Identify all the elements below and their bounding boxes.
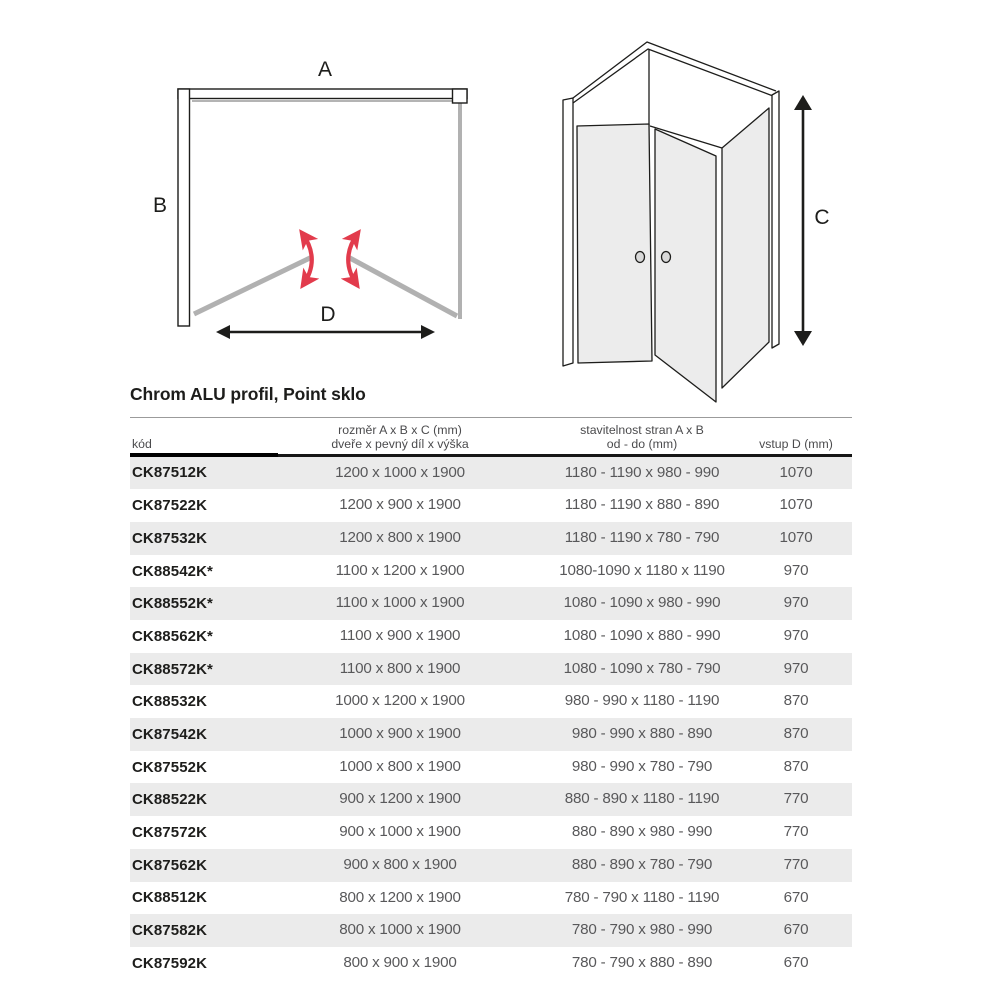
door-swing-arrows: [302, 233, 358, 285]
dimension-value: 1000 x 800 x 1900: [339, 757, 461, 775]
dimension-value: 1200 x 800 x 1900: [339, 528, 461, 546]
dimension-value: 1200 x 1000 x 1900: [335, 463, 465, 481]
product-code: CK87512K: [132, 464, 208, 482]
entry-width-value: 1070: [779, 463, 813, 481]
table-row: [130, 849, 852, 882]
product-code: CK88532K: [132, 693, 208, 711]
product-code: CK88512K: [132, 889, 208, 907]
height-arrow: [794, 95, 812, 346]
entry-width-value: 770: [783, 855, 809, 873]
table-row: [130, 489, 852, 522]
dimension-value: 1000 x 1200 x 1900: [335, 692, 465, 710]
product-code: CK87532K: [132, 529, 208, 547]
door-right-open: [348, 257, 457, 316]
dimension-value: 900 x 1200 x 1900: [339, 790, 461, 808]
table-row: [130, 751, 852, 784]
adjustability-value: 1080 - 1090 x 880 - 990: [563, 627, 721, 645]
entry-width-value: 770: [783, 823, 809, 841]
wall-profile-right: [772, 91, 779, 348]
table-row: [130, 555, 852, 588]
entry-width-value: 870: [783, 757, 809, 775]
header-entry-width: vstup D (mm): [759, 437, 833, 451]
table-row: [130, 947, 852, 980]
product-code: CK88562K*: [132, 627, 213, 645]
entry-width-value: 870: [783, 725, 809, 743]
product-code: CK88542K*: [132, 562, 213, 580]
table-row: [130, 783, 852, 816]
table-row: [130, 587, 852, 620]
wall-b-profile: [178, 89, 190, 326]
adjustability-value: 880 - 890 x 1180 - 1190: [564, 790, 720, 808]
table-row: [130, 457, 852, 490]
product-table: [130, 417, 852, 980]
knob-right: [662, 252, 671, 263]
adjustability-value: 1080-1090 x 1180 x 1190: [559, 561, 725, 579]
dimension-value: 800 x 1200 x 1900: [339, 888, 461, 906]
adjustability-value: 980 - 990 x 880 - 890: [571, 725, 713, 743]
entry-width-value: 970: [783, 561, 809, 579]
entry-width-value: 970: [783, 659, 809, 677]
table-header: [130, 418, 852, 454]
entry-width-value: 870: [783, 692, 809, 710]
wall-a-profile: [178, 89, 467, 99]
entry-width-value: 670: [783, 921, 809, 939]
door-left: [577, 124, 652, 363]
product-code: CK87592K: [132, 954, 208, 972]
adjustability-value: 1180 - 1190 x 980 - 990: [564, 463, 720, 481]
perspective-view-diagram: [545, 25, 837, 425]
entry-width-value: 970: [783, 594, 809, 612]
entry-width-value: 970: [783, 627, 809, 645]
adjustability-value: 880 - 890 x 780 - 790: [571, 855, 713, 873]
dimension-b-label: B: [152, 194, 168, 217]
product-code: CK88522K: [132, 791, 208, 809]
page-title: Chrom ALU profil, Point sklo: [130, 384, 366, 404]
product-code: CK88572K*: [132, 660, 213, 678]
header-adjustability-line2: od - do (mm): [606, 436, 678, 451]
entry-width-value: 670: [783, 888, 809, 906]
dimension-value: 1100 x 1200 x 1900: [335, 561, 465, 579]
adjustability-value: 1080 - 1090 x 780 - 790: [563, 659, 721, 677]
wall-profile-left: [563, 98, 573, 366]
product-code: CK87522K: [132, 497, 208, 515]
entry-width-value: 1070: [779, 496, 813, 514]
adjustability-value: 1180 - 1190 x 780 - 790: [564, 528, 720, 546]
header-dimensions-line1: rozměr A x B x C (mm): [338, 423, 462, 437]
table-row: [130, 882, 852, 915]
dimension-d-label: D: [320, 303, 336, 326]
table-rows: [130, 457, 852, 980]
table-row: [130, 685, 852, 718]
top-view-diagram: [130, 40, 480, 352]
product-code: CK87552K: [132, 758, 208, 776]
dimension-value: 1100 x 900 x 1900: [339, 627, 461, 645]
table-row: [130, 816, 852, 849]
dimension-value: 800 x 1000 x 1900: [339, 921, 461, 939]
adjustability-value: 880 - 890 x 980 - 990: [571, 823, 713, 841]
product-code: CK87572K: [132, 824, 208, 841]
side-panel-right: [722, 108, 769, 388]
dimension-value: 900 x 800 x 1900: [343, 855, 457, 873]
table-row: [130, 914, 852, 947]
adjustability-value: 980 - 990 x 780 - 790: [571, 757, 713, 775]
dimension-value: 1100 x 800 x 1900: [339, 659, 461, 677]
adjustability-value: 780 - 790 x 980 - 990: [571, 921, 713, 939]
dimension-value: 1200 x 900 x 1900: [339, 496, 461, 514]
door-right: [655, 129, 716, 402]
table-row: [130, 620, 852, 653]
table-row: [130, 522, 852, 555]
product-code: CK87582K: [132, 922, 208, 940]
product-code: CK88552K*: [132, 595, 213, 613]
dimension-value: 900 x 1000 x 1900: [339, 823, 461, 841]
entry-width-value: 770: [783, 790, 809, 808]
product-code: CK87562K: [132, 856, 208, 874]
door-left-open: [194, 257, 312, 314]
table-row: [130, 718, 852, 751]
entry-width-arrow: [216, 325, 435, 339]
entry-width-value: 1070: [779, 528, 813, 546]
wall-a-end-cap: [453, 89, 468, 103]
entry-width-value: 670: [783, 953, 809, 971]
header-dimensions-line2: dveře x pevný díl x výška: [331, 436, 469, 451]
header-code: kód: [132, 437, 152, 451]
adjustability-value: 1180 - 1190 x 880 - 890: [564, 496, 720, 514]
dimension-a-label: A: [317, 58, 333, 81]
knob-left: [636, 252, 645, 263]
header-adjustability-line1: stavitelnost stran A x B: [580, 423, 704, 437]
dimension-value: 800 x 900 x 1900: [343, 953, 457, 971]
adjustability-value: 780 - 790 x 880 - 890: [571, 953, 713, 971]
adjustability-value: 780 - 790 x 1180 - 1190: [564, 888, 720, 906]
adjustability-value: 1080 - 1090 x 980 - 990: [563, 594, 721, 612]
frame-beam-outer: [573, 42, 776, 98]
dimension-value: 1000 x 900 x 1900: [339, 725, 461, 743]
table-row: [130, 653, 852, 686]
dimension-value: 1100 x 1000 x 1900: [335, 594, 465, 612]
dimension-c-label: C: [814, 206, 830, 229]
product-code: CK87542K: [132, 725, 208, 743]
adjustability-value: 980 - 990 x 1180 - 1190: [564, 692, 720, 710]
